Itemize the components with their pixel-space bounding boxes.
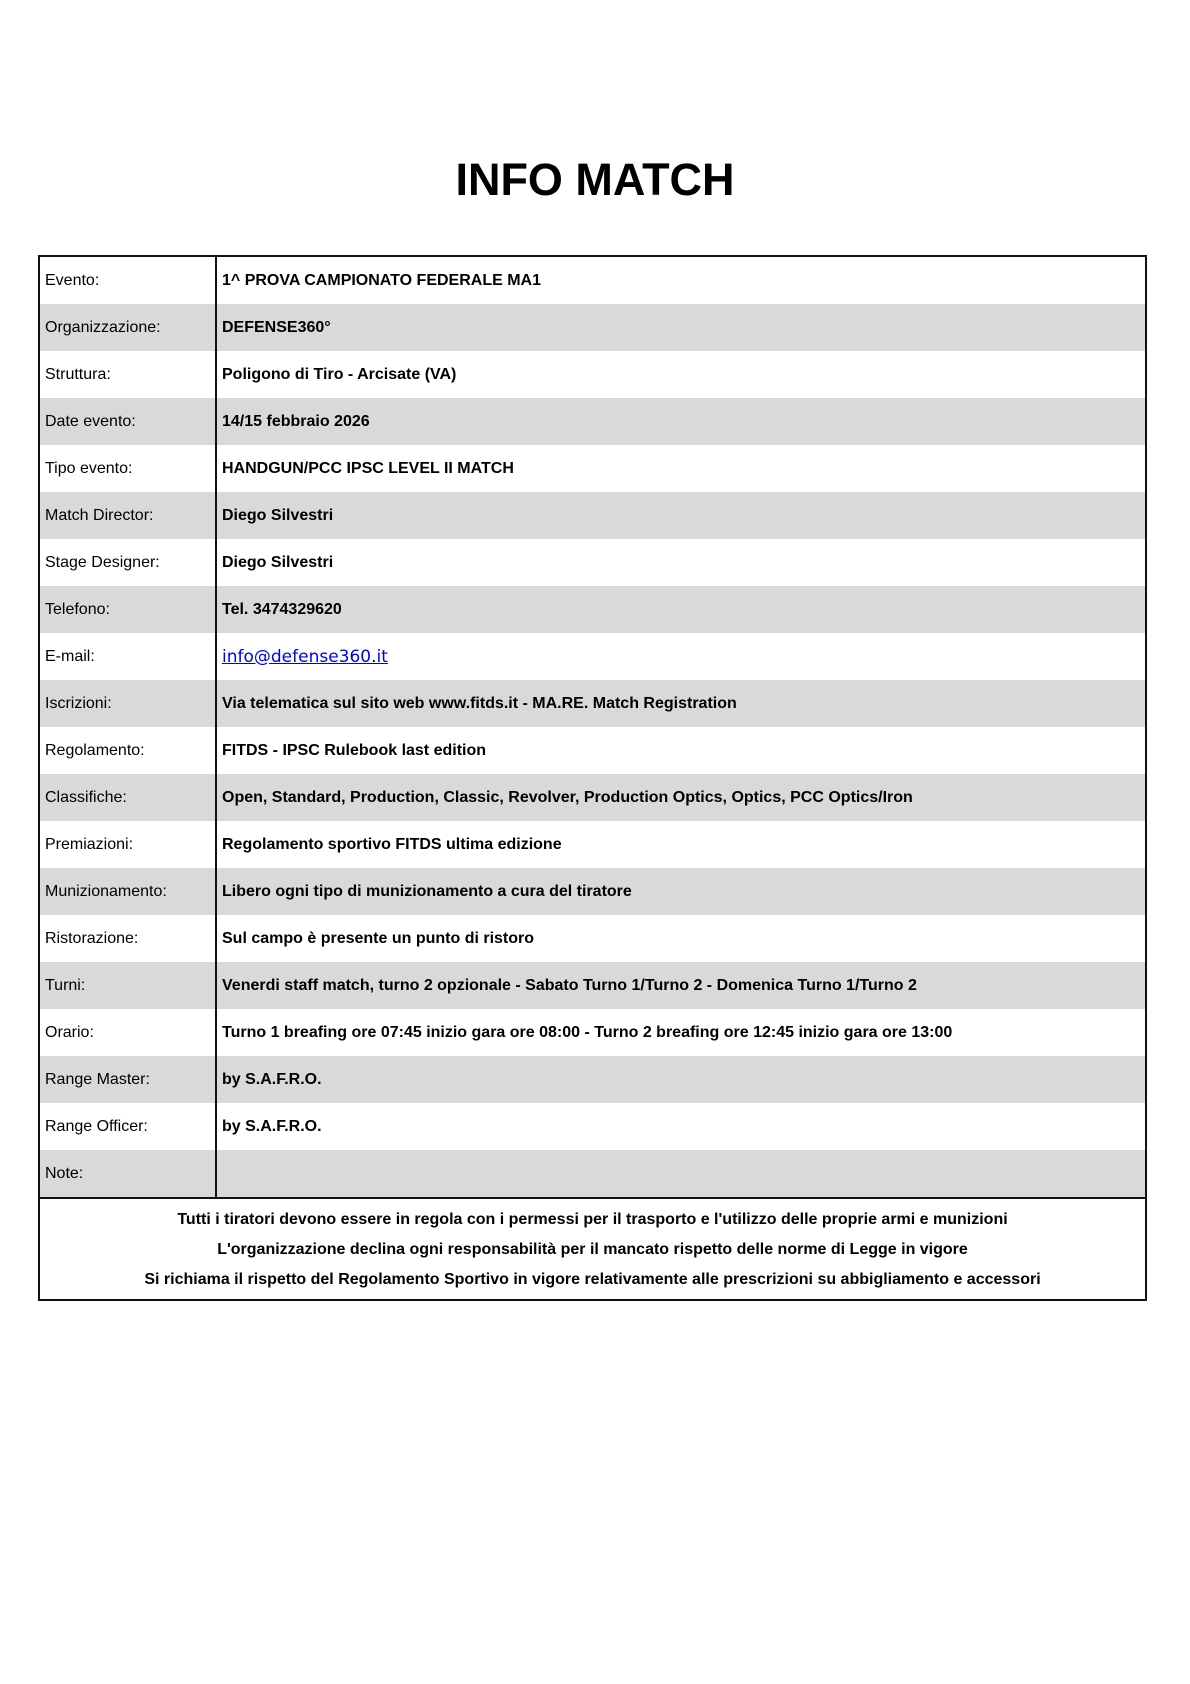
table-row-regolamento — [40, 727, 1145, 774]
row-label: Ristorazione: — [40, 915, 217, 962]
table-row-stage-designer — [40, 539, 1145, 586]
row-label: Regolamento: — [40, 727, 217, 774]
table-row-struttura — [40, 351, 1145, 398]
row-label: Range Master: — [40, 1056, 217, 1103]
table-row-range-officer — [40, 1103, 1145, 1150]
row-label: Premiazioni: — [40, 821, 217, 868]
row-value: Libero ogni tipo di munizionamento a cura del tiratore — [222, 882, 632, 900]
row-label: Organizzazione: — [40, 304, 217, 351]
row-value: Open, Standard, Production, Classic, Revolver, Production Optics, Optics, PCC Optics/Iron — [222, 788, 913, 806]
row-value: by S.A.F.R.O. — [222, 1117, 322, 1135]
footer-line: Si richiama il rispetto del Regolamento Sportivo in vigore relativamente alle prescrizioni su abbigliamento e accessori — [144, 1271, 1041, 1288]
info-table — [38, 255, 1147, 1301]
table-row-turni — [40, 962, 1145, 1009]
row-value: Diego Silvestri — [222, 553, 334, 571]
table-row-evento — [40, 257, 1145, 304]
page-title: INFO MATCH — [455, 154, 735, 205]
footer-line: Tutti i tiratori devono essere in regola con i permessi per il trasporto e l'utilizzo delle proprie armi e munizioni — [177, 1211, 1008, 1228]
row-value: 14/15 febbraio 2026 — [222, 412, 370, 430]
row-value: Poligono di Tiro - Arcisate (VA) — [222, 365, 457, 383]
table-row-munizionamento — [40, 868, 1145, 915]
row-label: Date evento: — [40, 398, 217, 445]
row-value: Regolamento sportivo FITDS ultima edizione — [222, 835, 562, 853]
row-value: Diego Silvestri — [222, 506, 334, 524]
row-label: Range Officer: — [40, 1103, 217, 1150]
row-value — [217, 633, 1145, 680]
table-row-iscrizioni — [40, 680, 1145, 727]
row-value: HANDGUN/PCC IPSC LEVEL II MATCH — [222, 459, 514, 477]
row-value — [217, 1150, 1145, 1197]
table-row-ristorazione — [40, 915, 1145, 962]
row-value: Tel. 3474329620 — [222, 600, 342, 618]
footer-line: L'organizzazione declina ogni responsabilità per il mancato rispetto delle norme di Legge in vigore — [217, 1241, 968, 1258]
row-label: Tipo evento: — [40, 445, 217, 492]
table-row-telefono — [40, 586, 1145, 633]
table-row-date-evento — [40, 398, 1145, 445]
row-value: Via telematica sul sito web www.fitds.it - MA.RE. Match Registration — [222, 694, 737, 712]
row-label: Telefono: — [40, 586, 217, 633]
table-row-orario — [40, 1009, 1145, 1056]
table-row-premiazioni — [40, 821, 1145, 868]
row-value: Venerdi staff match, turno 2 opzionale - Sabato Turno 1/Turno 2 - Domenica Turno 1/Turno 2 — [222, 976, 917, 994]
row-label: Orario: — [40, 1009, 217, 1056]
row-value: 1^ PROVA CAMPIONATO FEDERALE MA1 — [222, 271, 541, 289]
row-label: Struttura: — [40, 351, 217, 398]
footer-notes — [40, 1197, 1145, 1299]
table-row-note — [40, 1150, 1145, 1197]
row-label: Iscrizioni: — [40, 680, 217, 727]
row-value: FITDS - IPSC Rulebook last edition — [222, 741, 487, 759]
row-value: by S.A.F.R.O. — [222, 1070, 322, 1088]
row-label: E-mail: — [40, 633, 217, 680]
table-row-match-director — [40, 492, 1145, 539]
row-label: Stage Designer: — [40, 539, 217, 586]
row-label: Turni: — [40, 962, 217, 1009]
table-row-tipo-evento — [40, 445, 1145, 492]
table-row-organizzazione — [40, 304, 1145, 351]
row-value: Sul campo è presente un punto di ristoro — [222, 929, 535, 947]
table-row-range-master — [40, 1056, 1145, 1103]
row-label: Munizionamento: — [40, 868, 217, 915]
row-value: Turno 1 breafing ore 07:45 inizio gara ore 08:00 - Turno 2 breafing ore 12:45 inizio gara ore 13:00 — [222, 1023, 953, 1041]
email-link[interactable]: info@defense360.it — [222, 646, 388, 667]
row-value: DEFENSE360° — [222, 318, 331, 336]
row-label: Note: — [40, 1150, 217, 1197]
table-row-classifiche — [40, 774, 1145, 821]
row-label: Classifiche: — [40, 774, 217, 821]
row-label: Match Director: — [40, 492, 217, 539]
table-row-email — [40, 633, 1145, 680]
row-label: Evento: — [40, 257, 217, 304]
